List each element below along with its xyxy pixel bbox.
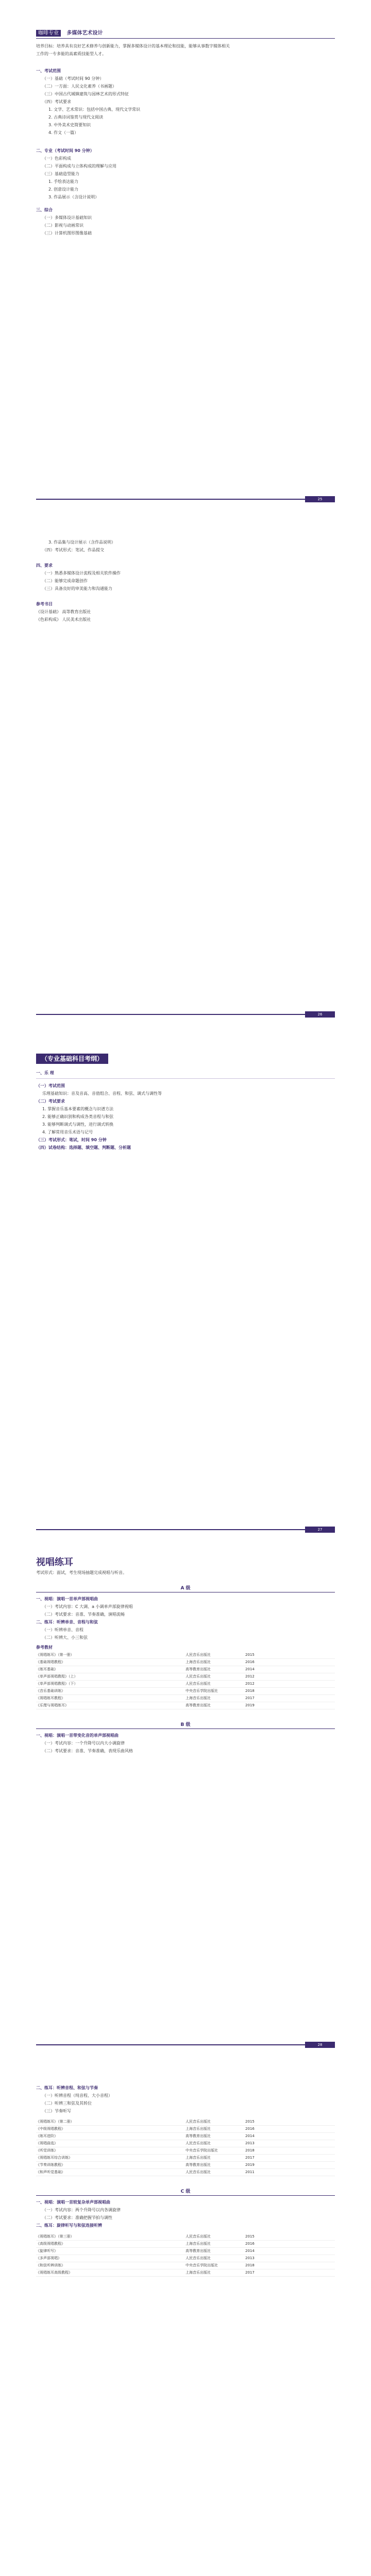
page-intro <box>36 1569 335 1577</box>
section-item: （一）考试内容：两个升降号以内各调旋律 <box>42 2208 121 2212</box>
table-row <box>36 2126 335 2133</box>
section-item: 3. 作品展示（含设计说明） <box>48 195 99 199</box>
section-item: （三）具备良好的审美能力和沟通能力 <box>42 586 112 591</box>
reference-table <box>36 2119 335 2176</box>
cell: 人民音乐出版社 <box>185 1682 211 1686</box>
section-item: （一）多媒体设计基础知识 <box>42 215 92 220</box>
section-item: 二、练耳：旋律听写与和弦连接听辨 <box>36 2223 102 2228</box>
table-row <box>36 2155 335 2162</box>
cell: 人民音乐出版社 <box>185 1674 211 1679</box>
section-item: （二）影视与动画常识 <box>42 223 83 228</box>
table-row <box>36 2147 335 2155</box>
page-number: 25 <box>305 496 335 502</box>
cell: 中央音乐学院出版社 <box>185 2148 218 2153</box>
table-row <box>36 1673 335 1681</box>
section-item: 乐理基础知识：音及音高、音值组合、音程、和弦、调式与调性等 <box>42 1091 162 1096</box>
section-item: 2. 创意设计能力 <box>48 187 79 192</box>
cell: 《听觉训练》 <box>36 2148 58 2153</box>
cell: 人民音乐出版社 <box>185 2170 211 2174</box>
cell: 上海音乐出版社 <box>185 2127 211 2131</box>
intro-line: 考试形式：面试，考生现场抽题完成视唱与听音。 <box>36 1570 127 1575</box>
section-item: 2. 古典诗词鉴赏与现代文阅读 <box>48 115 104 120</box>
cell: 2018 <box>245 2263 255 2267</box>
header-title: 多媒体艺术设计 <box>66 30 103 36</box>
section-item: （一）考试内容：一个升降号以内大小调旋律 <box>42 1741 125 1745</box>
page-number: 28 <box>305 2042 335 2048</box>
page-4 <box>0 1546 371 2061</box>
cell: 2012 <box>245 1682 255 1686</box>
ref-item: 《设计基础》 高等教育出版社 <box>36 609 91 614</box>
cell: 上海音乐出版社 <box>185 2242 211 2246</box>
continued-items <box>36 2084 335 2115</box>
page-title: 视唱练耳 <box>36 1557 73 1568</box>
section-item: （二）一方面：人民文化素养（书画题） <box>42 84 116 89</box>
table-row <box>36 2162 335 2169</box>
cell: 《音乐基础训练》 <box>36 1689 65 1693</box>
reference-table <box>36 1652 335 1709</box>
section-item: 1. 文学、艺术常识：包括中国古典、现代文学常识 <box>48 107 141 112</box>
section-item: （二）考试要求：音准、节奏准确，演唱流畅 <box>42 1612 125 1617</box>
cell: 《视唱曲选》 <box>36 2141 58 2145</box>
section-2 <box>36 147 335 201</box>
table-row <box>36 2133 335 2140</box>
level-rule <box>36 1728 335 1729</box>
page-3 <box>0 1030 371 1546</box>
references <box>36 600 335 623</box>
table-row <box>36 2140 335 2147</box>
table-title-block <box>36 1643 335 1651</box>
cell: 2017 <box>245 1696 255 1700</box>
cell: 2016 <box>245 2127 255 2131</box>
table-row <box>36 2255 335 2262</box>
table-row <box>36 2119 335 2126</box>
table-row <box>36 2233 335 2241</box>
page-footer-bar <box>36 499 335 500</box>
section-item: 一、视唱：演唱一首较复杂单声部视唱曲 <box>36 2200 110 2205</box>
section-item: 一、视唱：演唱一首带变化音的单声部视唱曲 <box>36 1733 119 1738</box>
cell: 《基础视唱教程》 <box>36 1660 65 1664</box>
continued-items <box>36 538 335 554</box>
section-item: 4. 作文（一篇） <box>48 130 79 135</box>
intro-line: 培养目标：培养具有良好艺术修养与创新能力，掌握多媒体设计的基本理论和技能，能够从事数字媒体相关 <box>36 44 230 48</box>
page-header <box>36 28 103 36</box>
cell: 上海音乐出版社 <box>185 1696 211 1700</box>
cell: 2017 <box>245 2270 255 2275</box>
section-item: （三）中国古代城镇建筑与园林艺术的形式特征 <box>42 92 129 96</box>
section-title: 二、专业（考试时间 90 分钟） <box>36 148 94 153</box>
cell: 2012 <box>245 1674 255 1679</box>
section-item: 一、视唱：演唱一首单声部视唱曲 <box>36 1597 98 1601</box>
section-item: （二）平面构成与立体构成的理解与应用 <box>42 164 116 168</box>
level-c-items <box>36 2198 335 2229</box>
cell: 人民音乐出版社 <box>185 2141 211 2145</box>
page-footer-bar <box>36 2044 335 2045</box>
cell: 2014 <box>245 2249 255 2253</box>
section-item: （二）考试要求 <box>36 1099 65 1104</box>
cell: 2014 <box>245 1667 255 1671</box>
cell: 2013 <box>245 2256 255 2260</box>
cell: 《多声部视唱》 <box>36 2256 61 2260</box>
cell: 《旋律听写》 <box>36 2249 58 2253</box>
cell: 高等教育出版社 <box>185 1703 211 1707</box>
level-c-label: C 级 <box>180 2189 191 2194</box>
section-item: （一）听辨单音、音程 <box>42 1628 83 1632</box>
level-a-heading <box>36 1584 335 1591</box>
page-footer-bar <box>36 1529 335 1530</box>
section-title: 四、要求 <box>36 563 53 568</box>
section-1 <box>36 67 335 137</box>
cell: 《视唱练耳》（第一册） <box>36 1653 74 1657</box>
section-item: 4. 了解常用音乐术语与记号 <box>42 1130 93 1134</box>
section-item: 3. 能够判断调式与调性，进行调式转换 <box>42 1122 114 1127</box>
section-item: （四）考试形式：笔试、作品提交 <box>42 548 104 552</box>
section-item: （二）考试要求：准确把握节拍与调性 <box>42 2215 112 2220</box>
page-footer-bar <box>36 1014 335 1015</box>
header-tag: 咖啡专业 <box>36 30 61 37</box>
section-item: （一）考试内容：C 大调、a 小调单声部旋律视唱 <box>42 1604 133 1609</box>
cell: 人民音乐出版社 <box>185 2120 211 2124</box>
cell: 《乐理与视唱练耳》 <box>36 1703 69 1707</box>
music-theory <box>36 1069 335 1077</box>
cell: 《和声听觉基础》 <box>36 2170 65 2174</box>
level-b-items <box>36 1732 335 1755</box>
table-row <box>36 1652 335 1659</box>
section-item: （三）考试形式：笔试，时间 90 分钟 <box>36 1138 107 1142</box>
section-item: 1. 掌握音乐基本要素的概念与识谱方法 <box>42 1107 114 1111</box>
cell: 2014 <box>245 2134 255 2138</box>
table-row <box>36 1659 335 1666</box>
level-a-items <box>36 1595 335 1641</box>
cell: 《节奏训练教程》 <box>36 2163 65 2167</box>
intro-block <box>36 42 335 58</box>
intro-line: 工作的一专多能的高素质技能型人才。 <box>36 52 106 56</box>
cell: 2016 <box>245 2242 255 2246</box>
level-b-label: B 级 <box>180 1722 191 1727</box>
cell: 人民音乐出版社 <box>185 2234 211 2239</box>
cell: 中央音乐学院出版社 <box>185 1689 218 1693</box>
table-row <box>36 1666 335 1673</box>
section-item: （三）节奏听写 <box>42 2109 71 2113</box>
table-row <box>36 2269 335 2277</box>
section-item: 3. 中外美术史简要知识 <box>48 123 91 127</box>
page-2 <box>0 515 371 1030</box>
table-row <box>36 1702 335 1709</box>
cell: 2015 <box>245 2120 255 2124</box>
table-row <box>36 2169 335 2176</box>
section-item: （四）考试要求 <box>42 99 71 104</box>
section-item: （二）听辨三和弦及其转位 <box>42 2101 92 2106</box>
section-item: （一）基础（考试时间 90 分钟） <box>42 76 104 81</box>
section-item: 2. 能够正确识别和构成各类音程与和弦 <box>42 1114 114 1119</box>
level-b-heading <box>36 1721 335 1727</box>
table-row <box>36 2241 335 2248</box>
header-rule <box>36 38 335 39</box>
cell: 2015 <box>245 2234 255 2239</box>
cell: 《中级视唱教程》 <box>36 2127 65 2131</box>
ref-title: 参考书目 <box>36 602 53 606</box>
cell: 2018 <box>245 2148 255 2153</box>
cell: 2011 <box>245 2170 255 2174</box>
cell: 高等教育出版社 <box>185 1667 211 1671</box>
table-row <box>36 1695 335 1702</box>
cell: 2019 <box>245 2163 255 2167</box>
section-item: （一）听辨音程（纯音程、大小音程） <box>42 2093 112 2098</box>
cell: 《练耳进阶》 <box>36 2134 58 2138</box>
subject-rule <box>36 1078 335 1079</box>
section-item: （一）色彩构成 <box>42 156 71 161</box>
level-rule <box>36 2195 335 2196</box>
cell: 上海音乐出版社 <box>185 1660 211 1664</box>
ref-item: 《色彩构成》 人民美术出版社 <box>36 617 91 622</box>
page-number: 27 <box>305 1527 335 1533</box>
cell: 高等教育出版社 <box>185 2249 211 2253</box>
section-3 <box>36 206 335 237</box>
cell: 《视唱练耳》（第三册） <box>36 2234 74 2239</box>
cell: 《视唱练耳高级教程》 <box>36 2270 72 2275</box>
section-4 <box>36 562 335 592</box>
cell: 2015 <box>245 1653 255 1657</box>
section-item: （二）能够完成命题创作 <box>42 579 88 583</box>
cell: 《和弦听辨训练》 <box>36 2263 65 2267</box>
cell: 高等教育出版社 <box>185 2134 211 2138</box>
section-item: （三）计算机图形图像基础 <box>42 231 92 235</box>
page-5 <box>0 2061 371 2576</box>
table-row <box>36 1688 335 1695</box>
section-item: （三）基础造型能力 <box>42 172 79 176</box>
cell: 2018 <box>245 1689 255 1693</box>
section-item: （四）试卷结构：选择题、填空题、判断题、分析题 <box>36 1145 131 1150</box>
table-title: 参考教材 <box>36 1645 53 1650</box>
table-row <box>36 2262 335 2269</box>
section-item: （二）听辨大、小三和弦 <box>42 1635 88 1640</box>
cell: 人民音乐出版社 <box>185 1653 211 1657</box>
section-item: （一）考试范围 <box>36 1083 65 1088</box>
cell: 人民音乐出版社 <box>185 2256 211 2260</box>
section-item: （一）熟悉多媒体设计流程及相关软件操作 <box>42 571 121 575</box>
section-title: 一、考试范围 <box>36 69 61 73</box>
cell: 高等教育出版社 <box>185 2163 211 2167</box>
table-row <box>36 1681 335 1688</box>
section-item: 1. 手绘表达能力 <box>48 179 79 184</box>
level-c-heading <box>36 2188 335 2194</box>
cell: 《高级视唱教程》 <box>36 2242 65 2246</box>
page-number: 26 <box>305 1011 335 1018</box>
section-item: 二、练耳：听辨单音、音程与和弦 <box>36 1620 98 1624</box>
cell: 2017 <box>245 2156 255 2160</box>
cell: 《视唱练耳综合训练》 <box>36 2156 72 2160</box>
page-1 <box>0 0 371 515</box>
level-a-label: A 级 <box>180 1586 191 1591</box>
section-item: 二、练耳：听辨音程、和弦与节奏 <box>36 2086 98 2090</box>
cell: 《练耳基础》 <box>36 1667 58 1671</box>
section-title: 三、综合 <box>36 208 53 212</box>
subject-title: 一、乐 理 <box>36 1071 54 1075</box>
cell: 上海音乐出版社 <box>185 2156 211 2160</box>
cell: 《视唱练耳教程》 <box>36 1696 65 1700</box>
cell: 《单声部视唱教程》（下） <box>36 1682 78 1686</box>
cell: 上海音乐出版社 <box>185 2270 211 2275</box>
table-row <box>36 2248 335 2255</box>
cell: 2016 <box>245 1660 255 1664</box>
cell: 2013 <box>245 2141 255 2145</box>
section-banner: （专业基础科目考纲） <box>36 1054 108 1064</box>
section-item: 3. 作品集与设计展示（含作品说明） <box>48 540 116 545</box>
cell: 《单声部视唱教程》（上） <box>36 1674 78 1679</box>
cell: 中央音乐学院出版社 <box>185 2263 218 2267</box>
music-theory-items <box>36 1082 335 1151</box>
cell: 《视唱练耳》（第二册） <box>36 2120 74 2124</box>
cell: 2019 <box>245 1703 255 1707</box>
section-item: （二）考试要求：音准、节奏准确，表现乐曲风格 <box>42 1749 133 1753</box>
reference-table-2 <box>36 2233 335 2277</box>
